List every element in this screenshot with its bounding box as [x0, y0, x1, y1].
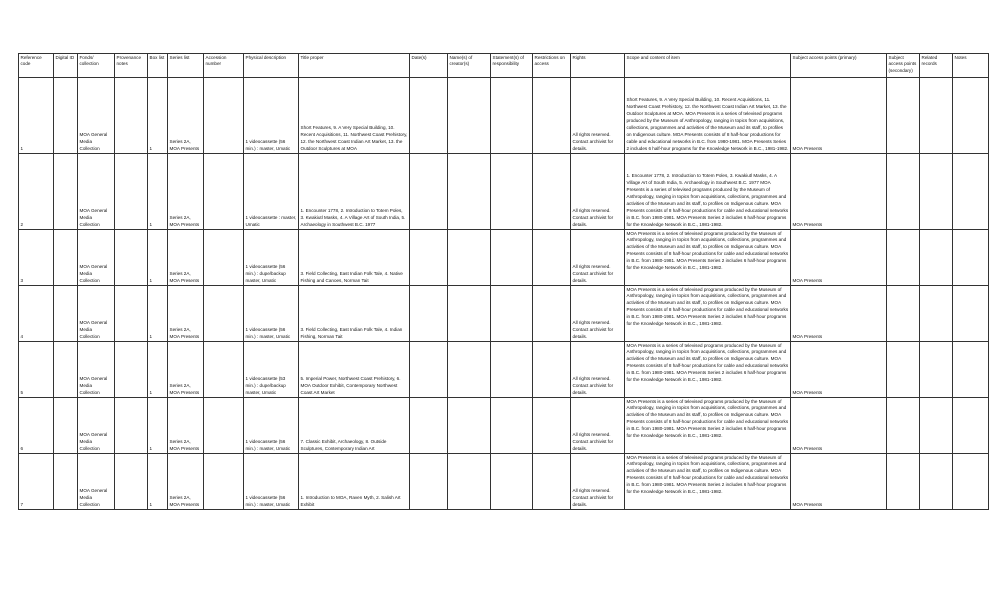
responsibility-cell	[491, 78, 533, 154]
subject-primary-cell: MOA Presents	[791, 342, 887, 398]
fonds-cell: MOA General Media Collection	[78, 154, 115, 230]
responsibility-cell	[491, 154, 533, 230]
subject-primary-cell: MOA Presents	[791, 154, 887, 230]
provenance-cell	[115, 154, 148, 230]
table-row	[19, 454, 989, 510]
provenance-cell	[115, 286, 148, 342]
col-restrictions: Restrictions on access	[533, 54, 571, 78]
col-fonds-collection: Fonds/ collection	[78, 54, 115, 78]
date-cell	[410, 78, 448, 154]
col-creators: Name(s) of creator(s)	[448, 54, 491, 78]
scope-cell: MOA Presents is a series of televised programs produced by the Museum of Anthropology, ranging in topics from acquisitions, collections, programmes and activities of the Museum and its staff, to profiles on Indigenous culture. MOA Presents consists of 8 half-hour productions for cable and educational networks in B.C. from 1980-1981. MOA Presents Series 2 includes 6 half-hour programs for the Knowledge Network in B.C., 1981-1982.	[625, 230, 791, 286]
box-cell: 1	[148, 342, 168, 398]
responsibility-cell	[491, 286, 533, 342]
col-reference-code: Reference code	[19, 54, 54, 78]
box-cell: 1	[148, 454, 168, 510]
records-table	[18, 53, 989, 510]
date-cell	[410, 286, 448, 342]
related-records-cell	[920, 286, 953, 342]
reference-code-cell: 3	[19, 230, 54, 286]
physical-description-cell: 1 videocassette (53 min.) : dupe/backup master, Umatic	[244, 342, 299, 398]
notes-cell	[953, 286, 989, 342]
fonds-cell: MOA General Media Collection	[78, 230, 115, 286]
restrictions-cell	[533, 78, 571, 154]
subject-primary-cell: MOA Presents	[791, 398, 887, 454]
date-cell	[410, 398, 448, 454]
digital-id-cell	[54, 78, 78, 154]
related-records-cell	[920, 398, 953, 454]
rights-cell: All rights reserved. Contact archivist for details.	[571, 154, 625, 230]
related-records-cell	[920, 342, 953, 398]
creator-cell	[448, 286, 491, 342]
related-records-cell	[920, 454, 953, 510]
table-row	[19, 154, 989, 230]
series-cell: Series 2A, MOA Presents	[168, 398, 204, 454]
physical-description-cell: 1 videocassette (56 min.) : master, Umatic	[244, 398, 299, 454]
col-physical-description: Physical description	[244, 54, 299, 78]
scope-cell: MOA Presents is a series of televised programs produced by the Museum of Anthropology, ranging in topics from acquisitions, collections, programmes and activities of the Museum and its staff, to profiles on Indigenous culture. MOA Presents consists of 8 half-hour productions for cable and educational networks in B.C. from 1980-1981. MOA Presents Series 2 includes 6 half-hour programs for the Knowledge Network in B.C., 1981-1982.	[625, 342, 791, 398]
subject-primary-cell: MOA Presents	[791, 286, 887, 342]
series-cell: Series 2A, MOA Presents	[168, 286, 204, 342]
col-subject-primary: Subject access points (primary)	[791, 54, 887, 78]
physical-description-cell: 1 videocassette (56 min.) : dupe/backup master, Umatic	[244, 230, 299, 286]
table-row	[19, 398, 989, 454]
related-records-cell	[920, 78, 953, 154]
restrictions-cell	[533, 154, 571, 230]
physical-description-cell: 1 videocassette (56 min.) : master, Umatic	[244, 454, 299, 510]
col-accession-number: Accession number	[204, 54, 244, 78]
accession-cell	[204, 78, 244, 154]
accession-cell	[204, 342, 244, 398]
digital-id-cell	[54, 398, 78, 454]
digital-id-cell	[54, 454, 78, 510]
fonds-cell: MOA General Media Collection	[78, 454, 115, 510]
creator-cell	[448, 78, 491, 154]
subject-secondary-cell	[887, 454, 920, 510]
rights-cell: All rights reserved. Contact archivist for details.	[571, 342, 625, 398]
subject-secondary-cell	[887, 342, 920, 398]
box-cell: 1	[148, 78, 168, 154]
rights-cell: All rights reserved. Contact archivist for details.	[571, 78, 625, 154]
reference-code-cell: 2	[19, 154, 54, 230]
creator-cell	[448, 342, 491, 398]
col-responsibility: Statement(s) of responsibility	[491, 54, 533, 78]
col-rights: Rights	[571, 54, 625, 78]
col-notes: Notes	[953, 54, 989, 78]
col-dates: Date(s)	[410, 54, 448, 78]
date-cell	[410, 230, 448, 286]
notes-cell	[953, 154, 989, 230]
title-cell: 7. Classic Exhibit, Archaeology, 8. Outside Sculptures, Contemporary Indian Art	[299, 398, 410, 454]
subject-primary-cell: MOA Presents	[791, 78, 887, 154]
provenance-cell	[115, 78, 148, 154]
fonds-cell: MOA General Media Collection	[78, 286, 115, 342]
restrictions-cell	[533, 230, 571, 286]
accession-cell	[204, 454, 244, 510]
scope-cell: MOA Presents is a series of televised programs produced by the Museum of Anthropology, ranging in topics from acquisitions, collections, programmes and activities of the Museum and its staff, to profiles on Indigenous culture. MOA Presents consists of 8 half-hour productions for cable and educational networks in B.C. from 1980-1981. MOA Presents Series 2 includes 6 half-hour programs for the Knowledge Network in B.C., 1981-1982.	[625, 398, 791, 454]
responsibility-cell	[491, 398, 533, 454]
subject-primary-cell: MOA Presents	[791, 454, 887, 510]
accession-cell	[204, 230, 244, 286]
notes-cell	[953, 342, 989, 398]
creator-cell	[448, 154, 491, 230]
notes-cell	[953, 398, 989, 454]
box-cell: 1	[148, 398, 168, 454]
rights-cell: All rights reserved. Contact archivist for details.	[571, 230, 625, 286]
header-row	[19, 54, 989, 78]
digital-id-cell	[54, 154, 78, 230]
digital-id-cell	[54, 342, 78, 398]
accession-cell	[204, 398, 244, 454]
subject-primary-cell: MOA Presents	[791, 230, 887, 286]
scope-cell: 1. Encounter 1778, 2. Introduction to Totem Poles, 3. Kwakiutl Masks, 4. A Village Art of South India, 5. Archaeology in Southwest B.C. 1977 MOA Presents is a series of televised programs produced by the Museum of Anthropology, ranging in topics from acquisitions, collections, programmes and activities of the Museum and its staff, to profiles on Indigenous culture. MOA Presents consists of 8 half-hour productions for cable and educational networks in B.C. from 1980-1981. MOA Presents Series 2 includes 6 half-hour programs for the Knowledge Network in B.C., 1981-1982.	[625, 154, 791, 230]
title-cell: 5. Imperial Power, Northwest Coast Prehistory, 6. MOA Outdoor Exhibit, Contemporary Northwest Coast Art Market	[299, 342, 410, 398]
table-row	[19, 78, 989, 154]
provenance-cell	[115, 454, 148, 510]
col-subject-secondary: Subject access points (secondary)	[887, 54, 920, 78]
col-related-records: Related records	[920, 54, 953, 78]
fonds-cell: MOA General Media Collection	[78, 78, 115, 154]
title-cell: 3. Field Collecting, East Indian Folk Tale, 4. Native Fishing and Canoes, Norman Tait	[299, 230, 410, 286]
col-series-list: Series list	[168, 54, 204, 78]
title-cell: 1. Encounter 1778, 2. Introduction to Totem Poles, 3. Kwakiutl Masks, 4. A Village Art of South India, 5. Archaeology in Southwest B.C. 1977	[299, 154, 410, 230]
title-cell: Short Features, 9. A Very Special Building, 10. Recent Acquisitions, 11. Northwest Coast Prehistory, 12. the Northwest Coast Indian Art Market, 13. the Outdoor Sculptures at MOA	[299, 78, 410, 154]
physical-description-cell: 1 videocassette : master, Umatic	[244, 154, 299, 230]
reference-code-cell: 5	[19, 342, 54, 398]
related-records-cell	[920, 154, 953, 230]
subject-secondary-cell	[887, 398, 920, 454]
accession-cell	[204, 154, 244, 230]
creator-cell	[448, 230, 491, 286]
notes-cell	[953, 230, 989, 286]
responsibility-cell	[491, 230, 533, 286]
table-row	[19, 230, 989, 286]
subject-secondary-cell	[887, 78, 920, 154]
digital-id-cell	[54, 286, 78, 342]
restrictions-cell	[533, 342, 571, 398]
scope-cell: MOA Presents is a series of televised programs produced by the Museum of Anthropology, ranging in topics from acquisitions, collections, programmes and activities of the Museum and its staff, to profiles on Indigenous culture. MOA Presents consists of 8 half-hour productions for cable and educational networks in B.C. from 1980-1981. MOA Presents Series 2 includes 6 half-hour programs for the Knowledge Network in B.C., 1981-1982.	[625, 286, 791, 342]
physical-description-cell: 1 videocassette (56 min.) : master, Umatic	[244, 78, 299, 154]
title-cell: 3. Field Collecting, East Indian Folk Tale, 4. Indian Fishing, Norman Tait	[299, 286, 410, 342]
col-title-proper: Title proper	[299, 54, 410, 78]
provenance-cell	[115, 342, 148, 398]
responsibility-cell	[491, 454, 533, 510]
subject-secondary-cell	[887, 286, 920, 342]
accession-cell	[204, 286, 244, 342]
responsibility-cell	[491, 342, 533, 398]
box-cell: 1	[148, 230, 168, 286]
col-provenance-notes: Provenance notes	[115, 54, 148, 78]
rights-cell: All rights reserved. Contact archivist for details.	[571, 398, 625, 454]
creator-cell	[448, 454, 491, 510]
date-cell	[410, 342, 448, 398]
series-cell: Series 2A, MOA Presents	[168, 154, 204, 230]
reference-code-cell: 7	[19, 454, 54, 510]
series-cell: Series 2A, MOA Presents	[168, 454, 204, 510]
title-cell: 1. Introduction to MOA, Raven Myth, 2. Salish Art Exhibit	[299, 454, 410, 510]
digital-id-cell	[54, 230, 78, 286]
restrictions-cell	[533, 454, 571, 510]
reference-code-cell: 4	[19, 286, 54, 342]
provenance-cell	[115, 398, 148, 454]
col-box-list: Box list	[148, 54, 168, 78]
subject-secondary-cell	[887, 230, 920, 286]
date-cell	[410, 154, 448, 230]
series-cell: Series 2A, MOA Presents	[168, 78, 204, 154]
col-digital-id: Digital ID	[54, 54, 78, 78]
box-cell: 1	[148, 154, 168, 230]
notes-cell	[953, 78, 989, 154]
series-cell: Series 2A, MOA Presents	[168, 342, 204, 398]
creator-cell	[448, 398, 491, 454]
fonds-cell: MOA General Media Collection	[78, 398, 115, 454]
subject-secondary-cell	[887, 154, 920, 230]
notes-cell	[953, 454, 989, 510]
col-scope-content: Scope and content of item	[625, 54, 791, 78]
rights-cell: All rights reserved. Contact archivist for details.	[571, 454, 625, 510]
restrictions-cell	[533, 398, 571, 454]
provenance-cell	[115, 230, 148, 286]
scope-cell: MOA Presents is a series of televised programs produced by the Museum of Anthropology, ranging in topics from acquisitions, collections, programmes and activities of the Museum and its staff, to profiles on Indigenous culture. MOA Presents consists of 8 half-hour productions for cable and educational networks in B.C. from 1980-1981. MOA Presents Series 2 includes 6 half-hour programs for the Knowledge Network in B.C., 1981-1982.	[625, 454, 791, 510]
series-cell: Series 2A, MOA Presents	[168, 230, 204, 286]
restrictions-cell	[533, 286, 571, 342]
date-cell	[410, 454, 448, 510]
rights-cell: All rights reserved. Contact archivist for details.	[571, 286, 625, 342]
table-row	[19, 286, 989, 342]
scope-cell: Short Features, 9. A Very Special Building, 10. Recent Acquisitions, 11. Northwest Coast Prehistory, 12. the Northwest Coast Indian Art Market, 13. the Outdoor Sculptures at MOA. MOA Presents is a series of televised programs produced by the Museum of Anthropology, ranging in topics from acquisitions, collections, programmes and activities of the Museum and its staff, to profiles on Indigenous culture. MOA Presents consists of 8 half-hour productions for cable and educational networks in B.C. from 1980-1981. MOA Presents Series 2 includes 6 half-hour programs for the Knowledge Network in B.C., 1981-1982.	[625, 78, 791, 154]
reference-code-cell: 1	[19, 78, 54, 154]
fonds-cell: MOA General Media Collection	[78, 342, 115, 398]
physical-description-cell: 1 videocassette (56 min.) : master, Umatic	[244, 286, 299, 342]
reference-code-cell: 6	[19, 398, 54, 454]
table-row	[19, 342, 989, 398]
related-records-cell	[920, 230, 953, 286]
box-cell: 1	[148, 286, 168, 342]
